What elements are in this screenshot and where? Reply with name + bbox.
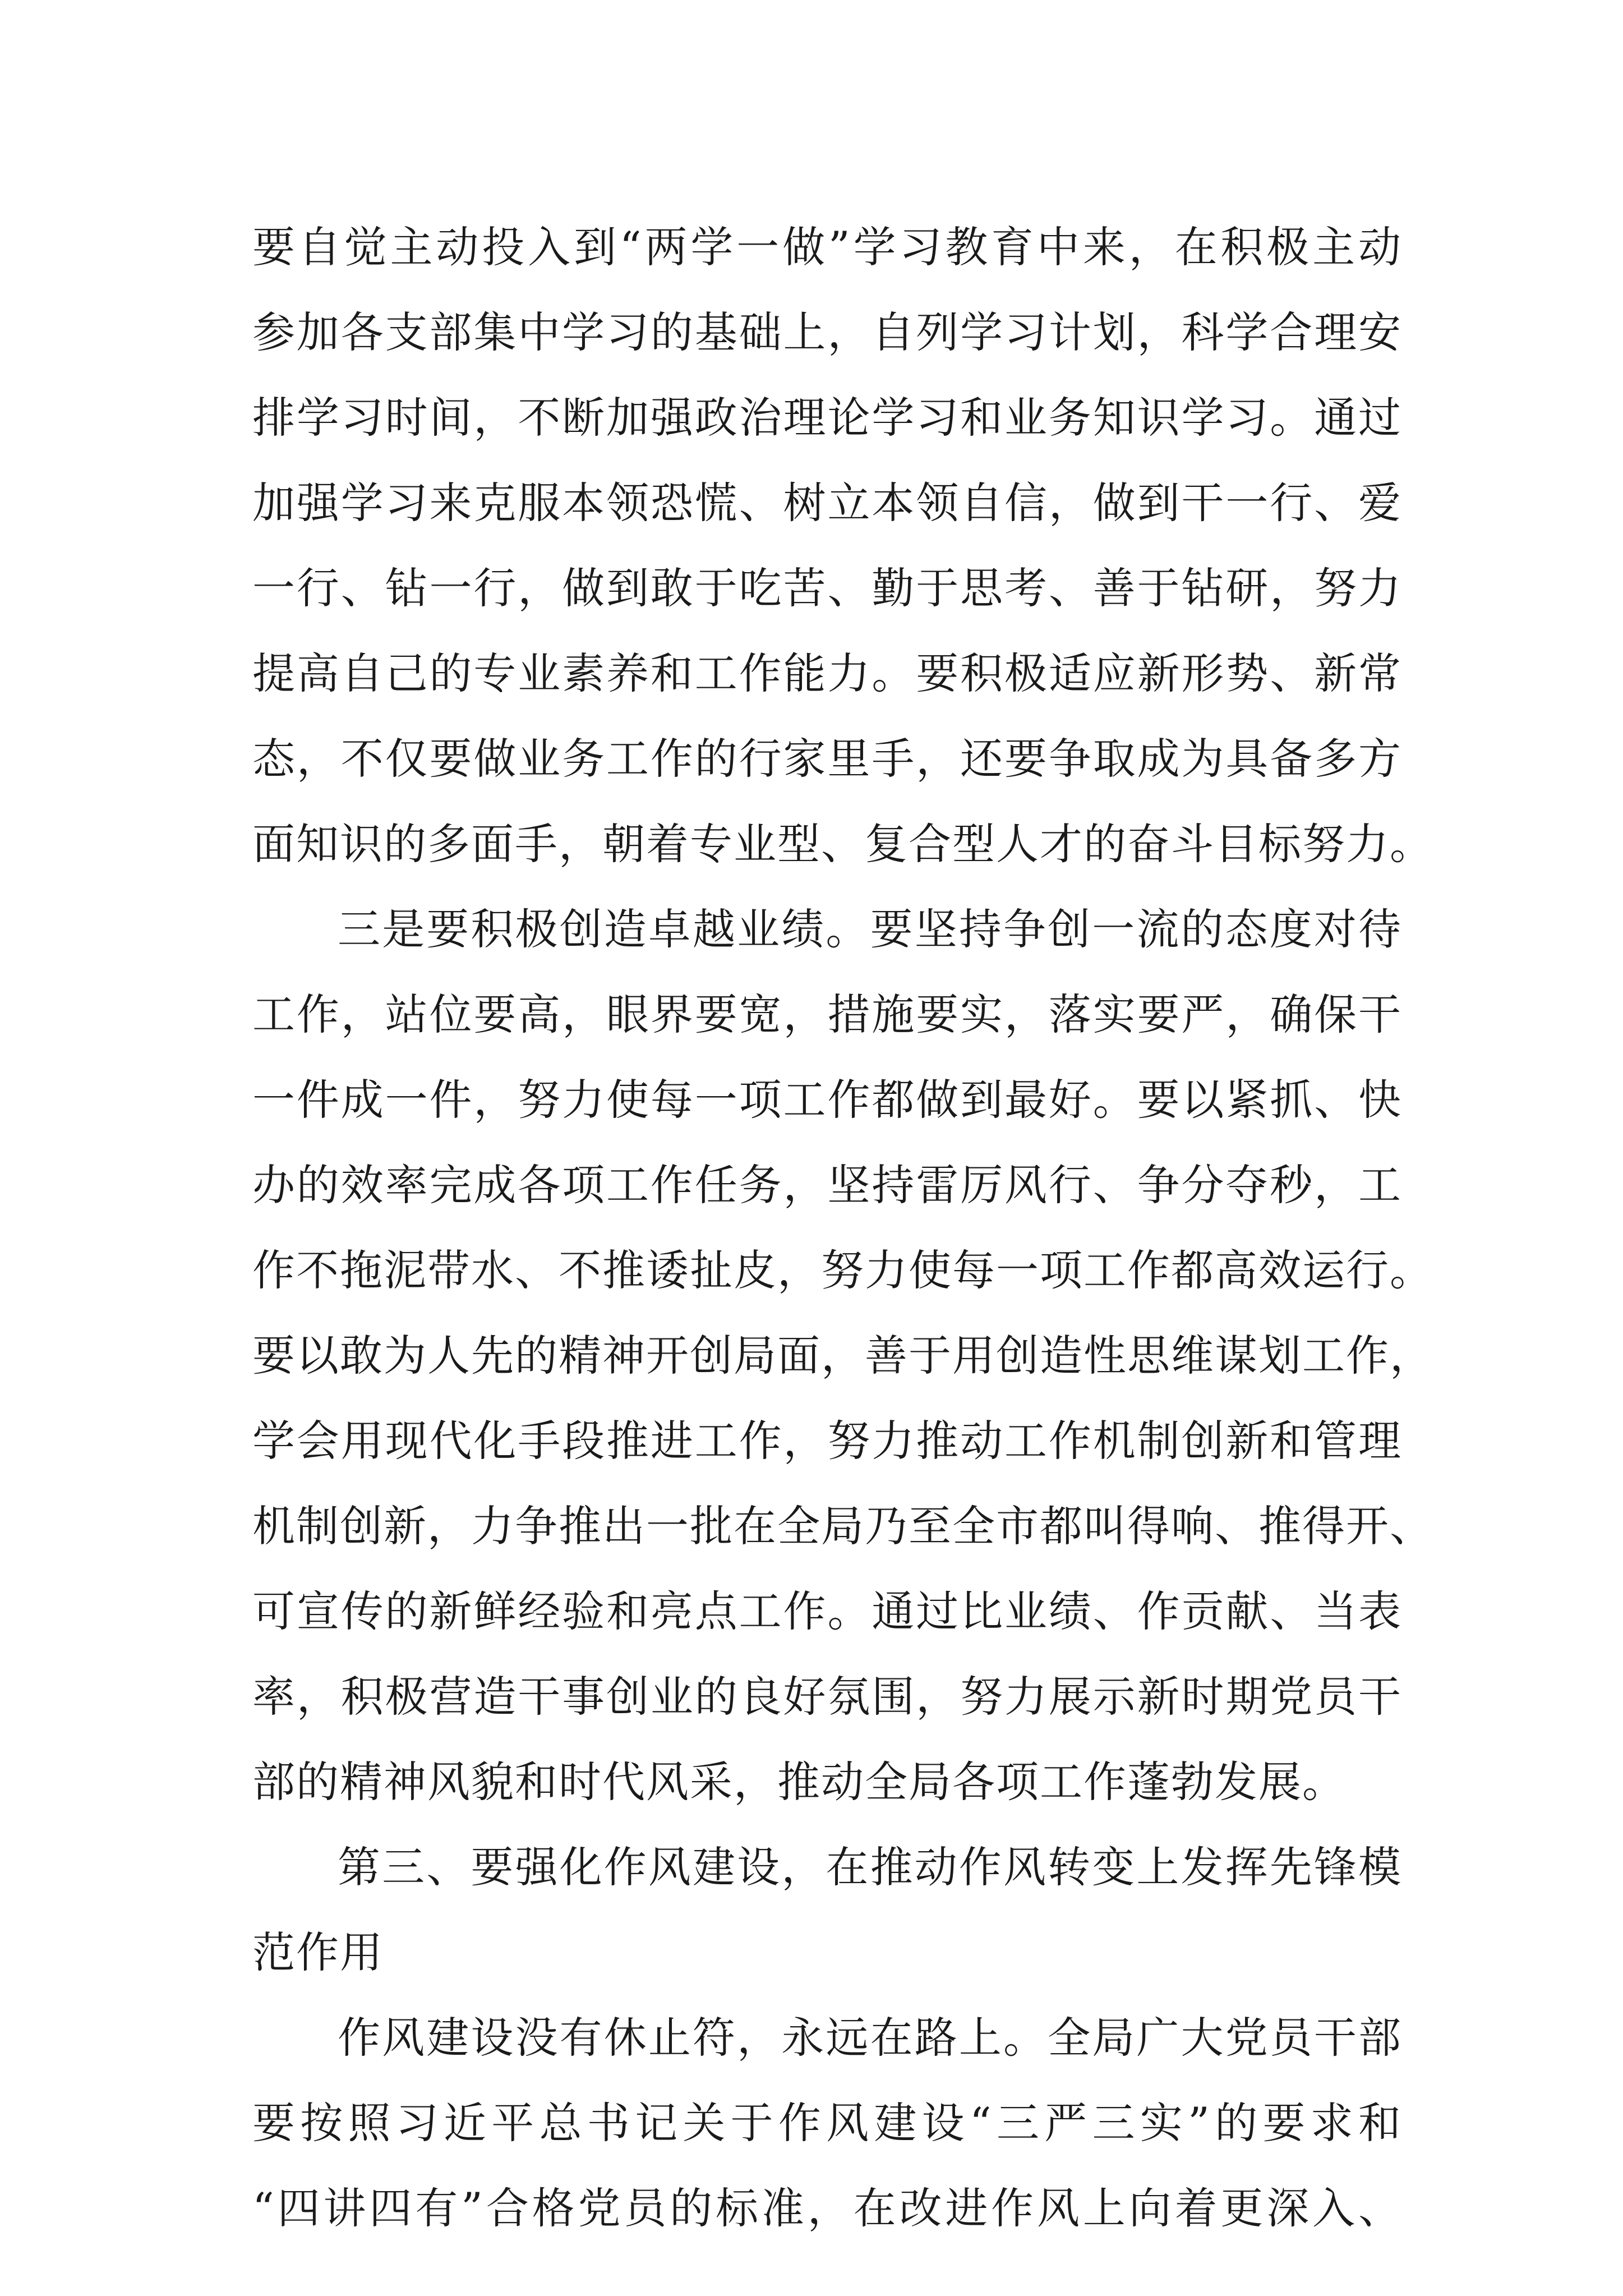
text-line: 提高自己的专业素养和工作能力。要积极适应新形势、新常 (252, 648, 1402, 698)
section-heading-line: 第三、要强化作风建设，在推动作风转变上发挥先锋模 (338, 1842, 1402, 1892)
text-line: 办的效率完成各项工作任务，坚持雷厉风行、争分夺秒，工 (252, 1160, 1402, 1210)
body-text (252, 205, 1433, 2251)
section-heading-line: 范作用 (252, 1927, 384, 1977)
text-line: 可宣传的新鲜经验和亮点工作。通过比业绩、作贡献、当表 (252, 1586, 1402, 1636)
text-line: 要按照习近平总书记关于作风建设“三严三实”的要求和 (252, 2098, 1402, 2148)
text-line: 面知识的多面手，朝着专业型、复合型人才的奋斗目标努力。 (252, 819, 1433, 869)
text-line: 要以敢为人先的精神开创局面，善于用创造性思维谋划工作， (252, 1331, 1433, 1381)
text-line: 学会用现代化手段推进工作，努力推动工作机制创新和管理 (252, 1416, 1402, 1466)
text-line: 部的精神风貌和时代风采，推动全局各项工作蓬勃发展。 (252, 1757, 1346, 1807)
text-line: 排学习时间，不断加强政治理论学习和业务知识学习。通过 (252, 393, 1402, 443)
text-line: 率，积极营造干事创业的良好氛围，努力展示新时期党员干 (252, 1672, 1402, 1722)
text-line: 作不拖泥带水、不推诿扯皮，努力使每一项工作都高效运行。 (252, 1245, 1433, 1295)
text-line: 态，不仅要做业务工作的行家里手，还要争取成为具备多方 (252, 734, 1402, 784)
text-line: 要自觉主动投入到“两学一做”学习教育中来，在积极主动 (252, 222, 1402, 272)
paragraph-heading-line: 三是要积极创造卓越业绩。要坚持争创一流的态度对待 (338, 904, 1402, 954)
text-line: 参加各支部集中学习的基础上，自列学习计划，科学合理安 (252, 307, 1402, 357)
text-line: 作风建设没有休止符，永远在路上。全局广大党员干部 (338, 2013, 1402, 2063)
text-line: 机制创新，力争推出一批在全局乃至全市都叫得响、推得开、 (252, 1501, 1433, 1551)
text-line: 工作，站位要高，眼界要宽，措施要实，落实要严，确保干 (252, 990, 1402, 1039)
text-line: 一行、钻一行，做到敢于吃苦、勤于思考、善于钻研，努力 (252, 563, 1402, 613)
text-line: “四讲四有”合格党员的标准，在改进作风上向着更深入、 (252, 2183, 1402, 2233)
text-line: 一件成一件，努力使每一项工作都做到最好。要以紧抓、快 (252, 1075, 1402, 1125)
text-line: 加强学习来克服本领恐慌、树立本领自信，做到干一行、爱 (252, 478, 1402, 528)
